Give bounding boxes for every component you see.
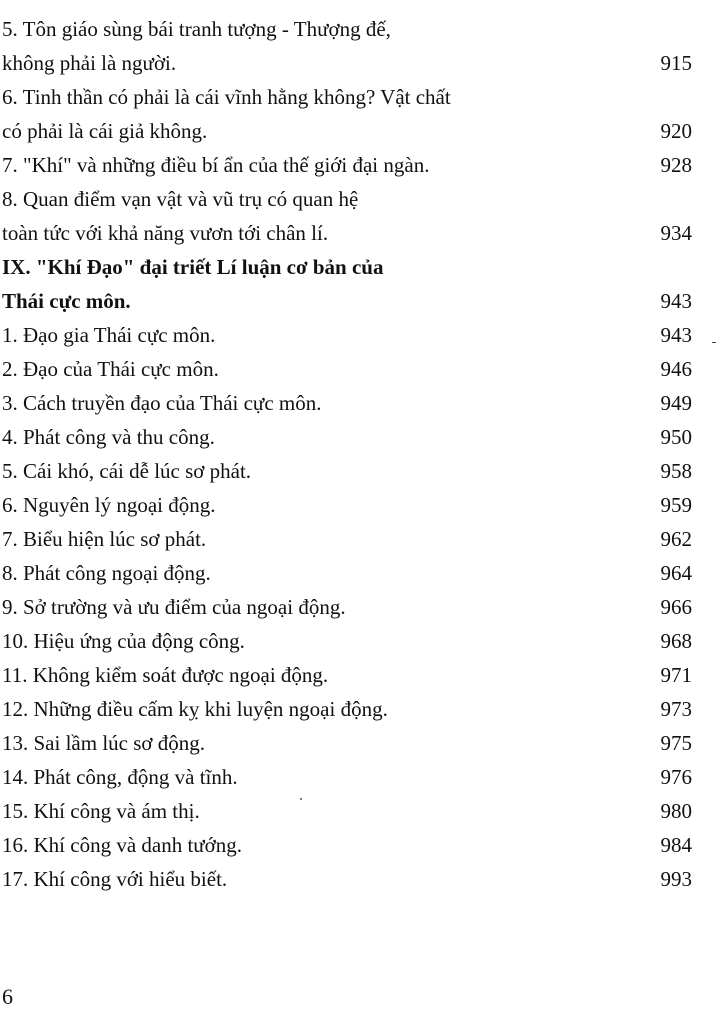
toc-entry xyxy=(2,522,692,556)
toc-entry-page: 964 xyxy=(660,561,692,585)
toc-entry-page: 968 xyxy=(660,629,692,653)
toc-entry-title xyxy=(2,386,612,420)
toc-entry-title xyxy=(2,556,612,590)
toc-entry-title xyxy=(2,80,612,148)
toc-entry-line: 5. Cái khó, cái dễ lúc sơ phát. xyxy=(2,459,252,483)
toc-entry-title xyxy=(2,250,612,318)
toc-entry-line: 6. Nguyên lý ngoại động. xyxy=(2,493,216,517)
toc-entry xyxy=(2,794,692,828)
toc-entry xyxy=(2,12,692,80)
toc-entry-page: 962 xyxy=(660,527,692,551)
toc-entry-line: 11. Không kiểm soát được ngoại động. xyxy=(2,663,329,687)
toc-entry-line: 6. Tinh thần có phải là cái vĩnh hằng không? Vật chất xyxy=(2,85,451,109)
toc-entry-title xyxy=(2,12,612,80)
toc-entry xyxy=(2,488,692,522)
toc-entry xyxy=(2,318,692,352)
toc-entry-line: 4. Phát công và thu công. xyxy=(2,425,215,449)
toc-entry-title xyxy=(2,352,612,386)
toc-entry-line: 15. Khí công và ám thị. xyxy=(2,799,200,823)
toc-entry-title xyxy=(2,522,612,556)
toc-entry-line: 5. Tôn giáo sùng bái tranh tượng - Thượng đế, xyxy=(2,17,391,41)
toc-entry-line: toàn tức với khả năng vươn tới chân lí. xyxy=(2,221,329,245)
toc-entry-line: 3. Cách truyền đạo của Thái cực môn. xyxy=(2,391,322,415)
toc-entry xyxy=(2,556,692,590)
toc-entry-line: 7. "Khí" và những điều bí ẩn của thế giới đại ngàn. xyxy=(2,153,430,177)
toc-entry-page: 943 xyxy=(660,323,692,347)
toc-entry xyxy=(2,352,692,386)
toc-entry-line: 13. Sai lầm lúc sơ động. xyxy=(2,731,206,755)
scan-mark xyxy=(712,342,716,343)
toc-entry xyxy=(2,692,692,726)
toc-entry-page: 993 xyxy=(660,867,692,891)
toc-entry-page: 915 xyxy=(660,51,692,75)
toc-entry-title xyxy=(2,726,612,760)
toc-entry-title xyxy=(2,624,612,658)
toc-entry-page: 946 xyxy=(660,357,692,381)
toc-entry-page: 928 xyxy=(660,153,692,177)
scan-speck xyxy=(300,798,302,800)
toc-entry xyxy=(2,658,692,692)
toc-entry-page: 949 xyxy=(660,391,692,415)
toc-entry-page: 934 xyxy=(660,221,692,245)
toc-section-heading xyxy=(2,250,692,318)
toc-entry-title xyxy=(2,590,612,624)
toc-entry-title xyxy=(2,488,612,522)
toc-entry-line: 7. Biểu hiện lúc sơ phát. xyxy=(2,527,207,551)
toc-entry xyxy=(2,454,692,488)
toc-entry-page: 950 xyxy=(660,425,692,449)
toc-entry-title xyxy=(2,760,612,794)
toc-entry-title xyxy=(2,828,612,862)
toc-entry-page: 966 xyxy=(660,595,692,619)
toc-entry-line: 10. Hiệu ứng của động công. xyxy=(2,629,245,653)
toc-entry xyxy=(2,828,692,862)
toc-entry-page: 975 xyxy=(660,731,692,755)
toc-entry-title xyxy=(2,692,612,726)
toc-entry-line: 2. Đạo của Thái cực môn. xyxy=(2,357,219,381)
toc-entry xyxy=(2,182,692,250)
toc-entry-page: 973 xyxy=(660,697,692,721)
toc-entry-line: có phải là cái giả không. xyxy=(2,119,208,143)
toc-entry-title xyxy=(2,454,612,488)
toc-entry-page: 976 xyxy=(660,765,692,789)
toc-entry-title xyxy=(2,794,612,828)
toc-entry-page: 920 xyxy=(660,119,692,143)
toc-entry-line: Thái cực môn. xyxy=(2,289,131,313)
toc-entry-line: 9. Sở trường và ưu điểm của ngoại động. xyxy=(2,595,346,619)
toc-entry-page: 958 xyxy=(660,459,692,483)
toc-entry-page: 980 xyxy=(660,799,692,823)
toc-entry-page: 959 xyxy=(660,493,692,517)
toc-entry xyxy=(2,386,692,420)
toc-entry xyxy=(2,862,692,896)
toc-entry xyxy=(2,760,692,794)
toc-entry-line: 12. Những điều cấm kỵ khi luyện ngoại động. xyxy=(2,697,388,721)
toc-entry-page: 971 xyxy=(660,663,692,687)
toc-entry-page: 943 xyxy=(660,289,692,313)
toc-entry-line: không phải là người. xyxy=(2,51,177,75)
toc-entry xyxy=(2,148,692,182)
toc-entry-line: 8. Quan điểm vạn vật và vũ trụ có quan hệ xyxy=(2,187,359,211)
toc-list xyxy=(2,12,692,896)
toc-entry-line: 8. Phát công ngoại động. xyxy=(2,561,211,585)
toc-entry xyxy=(2,420,692,454)
toc-entry xyxy=(2,624,692,658)
toc-entry-title xyxy=(2,862,612,896)
toc-entry-line: 17. Khí công với hiểu biết. xyxy=(2,867,228,891)
toc-entry-title xyxy=(2,318,612,352)
page-number: 6 xyxy=(2,984,13,1009)
toc-entry-page: 984 xyxy=(660,833,692,857)
toc-entry-title xyxy=(2,182,612,250)
toc-entry xyxy=(2,80,692,148)
toc-entry-line: 16. Khí công và danh tướng. xyxy=(2,833,243,857)
toc-entry-title xyxy=(2,658,612,692)
toc-entry-line: 1. Đạo gia Thái cực môn. xyxy=(2,323,216,347)
toc-entry-line: 14. Phát công, động và tĩnh. xyxy=(2,765,238,789)
toc-entry-title xyxy=(2,420,612,454)
toc-entry-title xyxy=(2,148,612,182)
toc-entry xyxy=(2,726,692,760)
toc-entry-line: IX. "Khí Đạo" đại triết Lí luận cơ bản của xyxy=(2,255,384,279)
toc-entry xyxy=(2,590,692,624)
